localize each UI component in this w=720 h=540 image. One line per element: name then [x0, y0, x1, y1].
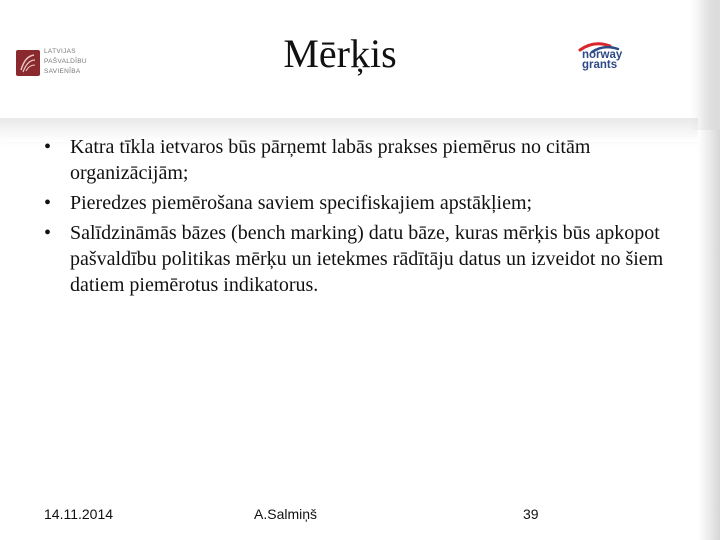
bullet-text: Katra tīkla ietvaros būs pārņemt labās prakses piemērus no citām organizācijām;	[70, 136, 591, 184]
norway-grants-text	[582, 50, 622, 70]
lps-logo-text	[44, 47, 108, 77]
lps-logo	[16, 46, 106, 80]
slide-title: Mērķis	[283, 31, 397, 76]
norway-grants-logo	[578, 40, 638, 80]
lps-emblem-icon	[16, 50, 40, 76]
bullet-item	[44, 134, 684, 186]
ng-line-1: norway	[582, 49, 623, 61]
lps-line-2: PAŠVALDĪBU	[44, 58, 87, 65]
bullet-item	[44, 190, 684, 216]
bullet-list	[44, 134, 684, 302]
right-edge-shade-top	[690, 0, 720, 130]
bullet-item	[44, 220, 684, 298]
bullet-marker: •	[44, 136, 52, 158]
ng-line-2: grants	[582, 59, 618, 71]
lps-line-3: SAVIENĪBA	[44, 68, 81, 75]
lps-line-1: LATVIJAS	[44, 48, 76, 55]
page-number: 39	[523, 506, 539, 522]
bullet-marker: •	[44, 192, 52, 214]
bullet-marker: •	[44, 222, 52, 244]
footer-date: 14.11.2014	[44, 506, 114, 522]
bullet-text: Salīdzināmās bāzes (bench marking) datu bāze, kuras mērķis būs apkopot pašvaldību politikas mērķu un ietekmes rādītāju datus un izveidot no šiem datiem piemērotus indikatorus.	[70, 222, 664, 296]
footer-author: A.Salmiņš	[254, 506, 318, 522]
bullet-text: Pieredzes piemērošana saviem specifiskajiem apstākļiem;	[70, 192, 533, 214]
